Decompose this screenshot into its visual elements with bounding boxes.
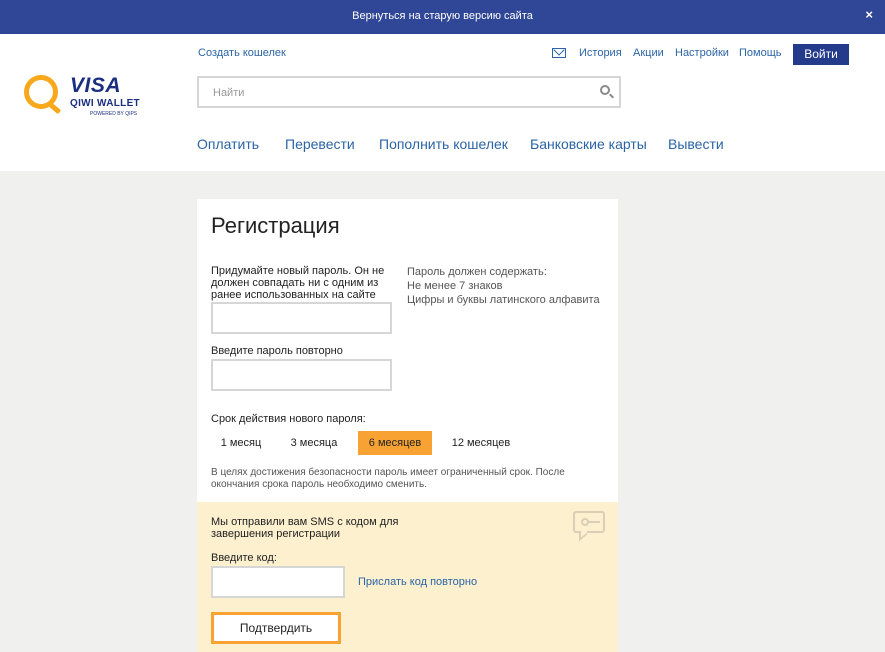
new-password-field <box>211 302 392 334</box>
nav-transfer[interactable]: Перевести <box>285 136 355 152</box>
old-version-banner <box>0 0 885 34</box>
period-option-1-month[interactable]: 1 месяц <box>220 437 262 449</box>
password-period-label: Срок действия нового пароля: <box>211 413 366 425</box>
page-title: Регистрация <box>211 213 340 238</box>
search-icon[interactable] <box>600 85 610 95</box>
search-box <box>197 76 621 108</box>
search-input[interactable] <box>211 84 595 102</box>
logo-powered-text: POWERED BY QIPS <box>90 111 138 117</box>
sms-code-label: Введите код: <box>211 552 277 564</box>
period-option-12-months[interactable]: 12 месяцев <box>451 437 511 449</box>
repeat-password-field <box>211 359 392 391</box>
history-link[interactable]: История <box>579 47 622 59</box>
new-password-label: Придумайте новый пароль. Он не должен совпадать ни с одним из ранее использованных на сайте <box>211 265 385 301</box>
resend-code-link[interactable]: Прислать код повторно <box>358 576 478 588</box>
nav-topup[interactable]: Пополнить кошелек <box>379 136 508 152</box>
password-requirements-title: Пароль должен содержать: <box>407 266 547 278</box>
qiwi-logo[interactable] <box>24 74 154 122</box>
repeat-password-label: Введите пароль повторно <box>211 345 343 357</box>
nav-bank-cards[interactable]: Банковские карты <box>530 136 647 152</box>
logo-visa-text: VISA <box>70 74 122 97</box>
sms-code-field <box>211 566 345 598</box>
login-button[interactable]: Войти <box>793 44 849 65</box>
logo-qiwi-text: QIWI WALLET <box>70 98 140 109</box>
settings-link[interactable]: Настройки <box>675 47 729 59</box>
sms-code-input[interactable] <box>213 568 343 596</box>
sms-key-icon <box>573 511 607 537</box>
create-wallet-link[interactable]: Создать кошелек <box>198 47 286 59</box>
sms-confirmation-panel <box>197 502 618 652</box>
new-password-input[interactable] <box>213 304 390 332</box>
registration-card <box>197 199 618 652</box>
period-option-6-months[interactable]: 6 месяцев <box>358 431 432 455</box>
promotions-link[interactable]: Акции <box>633 47 664 59</box>
repeat-password-input[interactable] <box>213 361 390 389</box>
old-version-link[interactable]: Вернуться на старую версию сайта <box>352 10 533 22</box>
nav-pay[interactable]: Оплатить <box>197 136 260 152</box>
password-requirement-chars: Цифры и буквы латинского алфавита <box>407 294 600 306</box>
nav-withdraw[interactable]: Вывести <box>668 136 724 152</box>
close-icon[interactable]: × <box>865 7 873 22</box>
password-requirement-length: Не менее 7 знаков <box>407 280 503 292</box>
sms-sent-message: Мы отправили вам SMS с кодом для завершения регистрации <box>211 516 399 540</box>
qiwi-logo-mark <box>24 75 58 109</box>
mail-icon[interactable] <box>552 48 566 58</box>
password-period-note: В целях достижения безопасности пароль имеет ограниченный срок. После окончания срока пароль необходимо сменить. <box>211 467 565 490</box>
period-option-3-months[interactable]: 3 месяца <box>290 437 338 449</box>
confirm-button[interactable]: Подтвердить <box>211 612 341 644</box>
help-link[interactable]: Помощь <box>739 47 782 59</box>
